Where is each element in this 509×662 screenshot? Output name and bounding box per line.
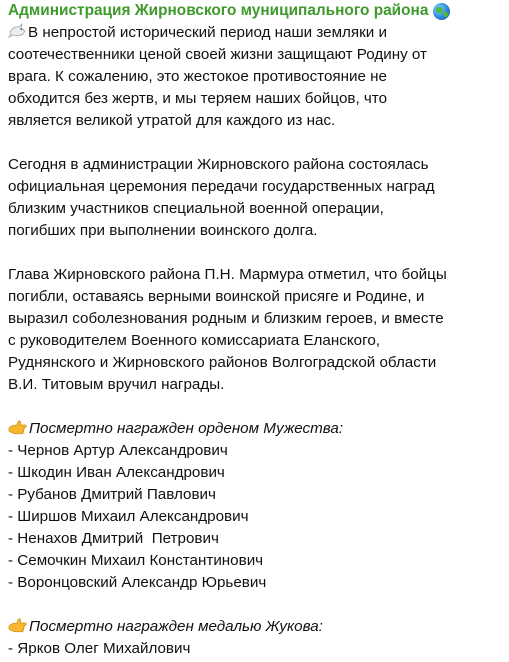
paragraph-2 xyxy=(8,154,509,242)
paragraph-gap xyxy=(8,132,509,154)
text-line-content: В непростой исторический период наши земляки и xyxy=(28,24,387,41)
globe-icon xyxy=(433,3,450,20)
channel-title[interactable] xyxy=(8,0,509,22)
list-item: - Шкодин Иван Александрович xyxy=(8,464,225,481)
text-line: с руководителем Военного комиссариата Еланского, xyxy=(8,332,380,349)
list-item: - Семочкин Михаил Константинович xyxy=(8,552,264,569)
text-line: официальная церемония передачи государственных наград xyxy=(8,178,435,195)
paragraph-gap xyxy=(8,594,509,616)
list-item: - Рубанов Дмитрий Павлович xyxy=(8,486,216,503)
text-line: погибли, оставаясь верными воинской присяге и Родине, и xyxy=(8,288,425,305)
award-heading xyxy=(8,616,509,638)
channel-name[interactable]: Администрация Жирновского муниципального района xyxy=(8,2,429,19)
pointing-hand-icon xyxy=(8,419,28,436)
text-line: Сегодня в администрации Жирновского района состоялась xyxy=(8,156,429,173)
text-line: соотечественники ценой своей жизни защищают Родину от xyxy=(8,46,427,63)
paragraph-gap xyxy=(8,242,509,264)
paragraph-gap xyxy=(8,396,509,418)
list-item: - Чернов Артур Александрович xyxy=(8,442,228,459)
award-section-zhukov xyxy=(8,616,509,660)
list-item: - Воронцовский Александр Юрьевич xyxy=(8,574,267,591)
text-line: близким участников специальной военной операции, xyxy=(8,200,384,217)
list-item: - Ширшов Михаил Александрович xyxy=(8,508,249,525)
text-line xyxy=(8,22,509,44)
paragraph-1 xyxy=(8,22,509,132)
list-item: - Ненахов Дмитрий Петрович xyxy=(8,530,219,547)
dove-icon xyxy=(8,23,26,39)
list-item: - Ярков Олег Михайлович xyxy=(8,640,191,657)
pointing-hand-icon xyxy=(8,617,28,634)
text-line: обходится без жертв, и мы теряем наших бойцов, что xyxy=(8,90,388,107)
award-heading xyxy=(8,418,509,440)
text-line: врага. К сожалению, это жестокое противостояние не xyxy=(8,68,387,85)
text-line: Глава Жирновского района П.Н. Мармура отметил, что бойцы xyxy=(8,266,447,283)
award-heading-text: Посмертно награжден орденом Мужества: xyxy=(29,420,344,437)
award-section-courage xyxy=(8,418,509,594)
text-line: выразил соболезнования родным и близким героев, и вместе xyxy=(8,310,444,327)
text-line: В.И. Титовым вручил награды. xyxy=(8,376,225,393)
award-heading-text: Посмертно награжден медалью Жукова: xyxy=(29,618,323,635)
text-line: является великой утратой для каждого из нас. xyxy=(8,112,336,129)
text-line: Руднянского и Жирновского районов Волгоградской области xyxy=(8,354,437,371)
paragraph-3 xyxy=(8,264,509,396)
text-line: погибших при выполнении воинского долга. xyxy=(8,222,318,239)
